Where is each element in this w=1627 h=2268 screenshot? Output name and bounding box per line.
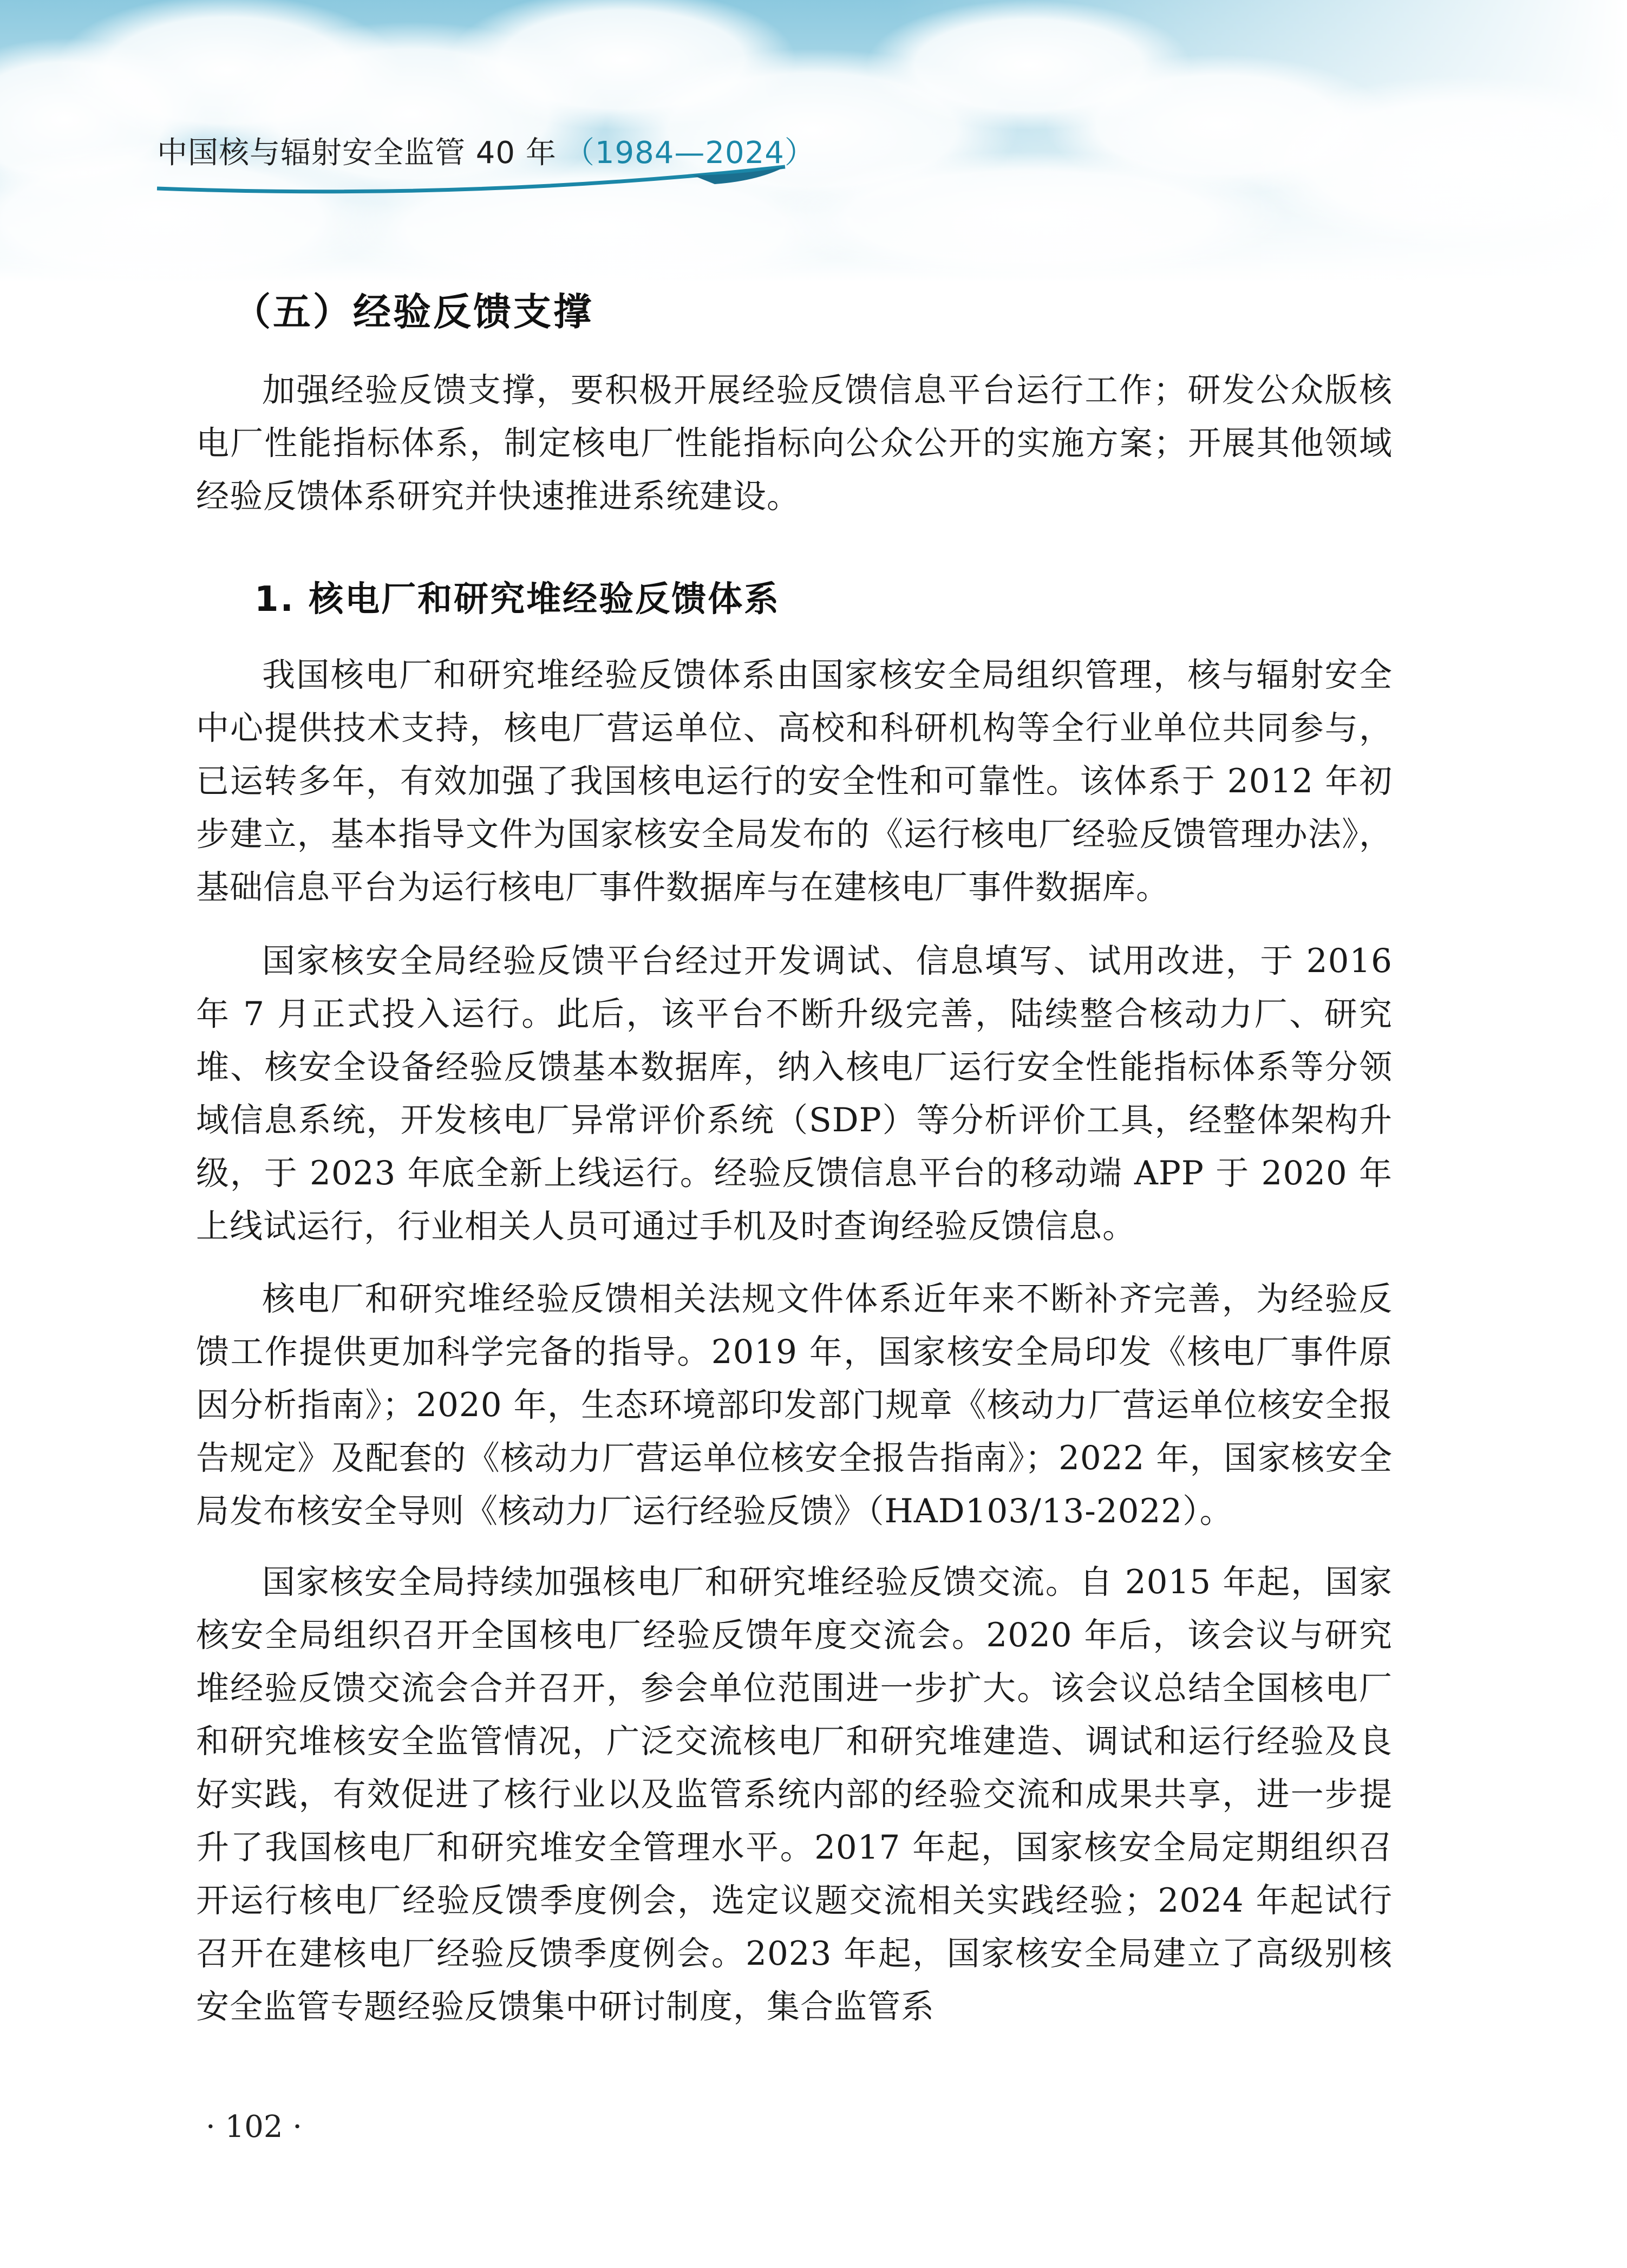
subsection-title: 1. 核电厂和研究堆经验反馈体系 [254, 579, 781, 620]
running-head-title: 中国核与辐射安全监管 40 年 [157, 135, 557, 171]
body-paragraph: 国家核安全局持续加强核电厂和研究堆经验反馈交流。自 2015 年起，国家核安全局组织召开全国核电厂经验反馈年度交流会。2020 年后，该会议与研究堆经验反馈交流会合并召开，参会单位范围进一步扩大。该会议总结全国核电厂和研究堆核安全监管情况，广泛交流核电厂和研究堆建造、调试和运行经验及良好实践，有效促进了核行业以及监管系统内部的经验交流和成果共享，进一步提升了我国核电厂和研究堆安全管理水平。2017 年起，国家核安全局定期组织召开运行核电厂经验反馈季度例会，选定议题交流相关实践经验；2024 年起试行召开在建核电厂经验反馈季度例会。2023 年起，国家核安全局建立了高级别核安全监管专题经验反馈集中研讨制度，集合监管系 [196, 1563, 1393, 2026]
running-head-years: （1984—2024） [564, 135, 815, 171]
body-paragraph: 核电厂和研究堆经验反馈相关法规文件体系近年来不断补齐完善，为经验反馈工作提供更加科学完备的指导。2019 年，国家核安全局印发《核电厂事件原因分析指南》；2020 年，生态环境部印发部门规章《核动力厂营运单位核安全报告规定》及配套的《核动力厂营运单位核安全报告指南》；2022 年，国家核安全局发布核安全导则《核动力厂运行经验反馈》（HAD103/13-2022）。 [196, 1280, 1393, 1530]
section-title: （五）经验反馈支撑 [233, 290, 593, 334]
body-paragraph: 我国核电厂和研究堆经验反馈体系由国家核安全局组织管理，核与辐射安全中心提供技术支持，核电厂营运单位、高校和科研机构等全行业单位共同参与，已运转多年，有效加强了我国核电运行的安全性和可靠性。该体系于 2012 年初步建立，基本指导文件为国家核安全局发布的《运行核电厂经验反馈管理办法》，基础信息平台为运行核电厂事件数据库与在建核电厂事件数据库。 [196, 656, 1393, 907]
page-number: · 102 · [206, 2109, 303, 2145]
swoosh-decoration [152, 162, 790, 200]
intro-paragraph: 加强经验反馈支撑，要积极开展经验反馈信息平台运行工作；研发公众版核电厂性能指标体系，制定核电厂性能指标向公众公开的实施方案；开展其他领域经验反馈体系研究并快速推进系统建设。 [196, 371, 1393, 516]
body-paragraph: 国家核安全局经验反馈平台经过开发调试、信息填写、试用改进，于 2016 年 7 月正式投入运行。此后，该平台不断升级完善，陆续整合核动力厂、研究堆、核安全设备经验反馈基本数据库，纳入核电厂运行安全性能指标体系等分领域信息系统，开发核电厂异常评价系统（SDP）等分析评价工具，经整体架构升级，于 2023 年底全新上线运行。经验反馈信息平台的移动端 APP 于 2020 年上线试运行，行业相关人员可通过手机及时查询经验反馈信息。 [196, 942, 1393, 1246]
